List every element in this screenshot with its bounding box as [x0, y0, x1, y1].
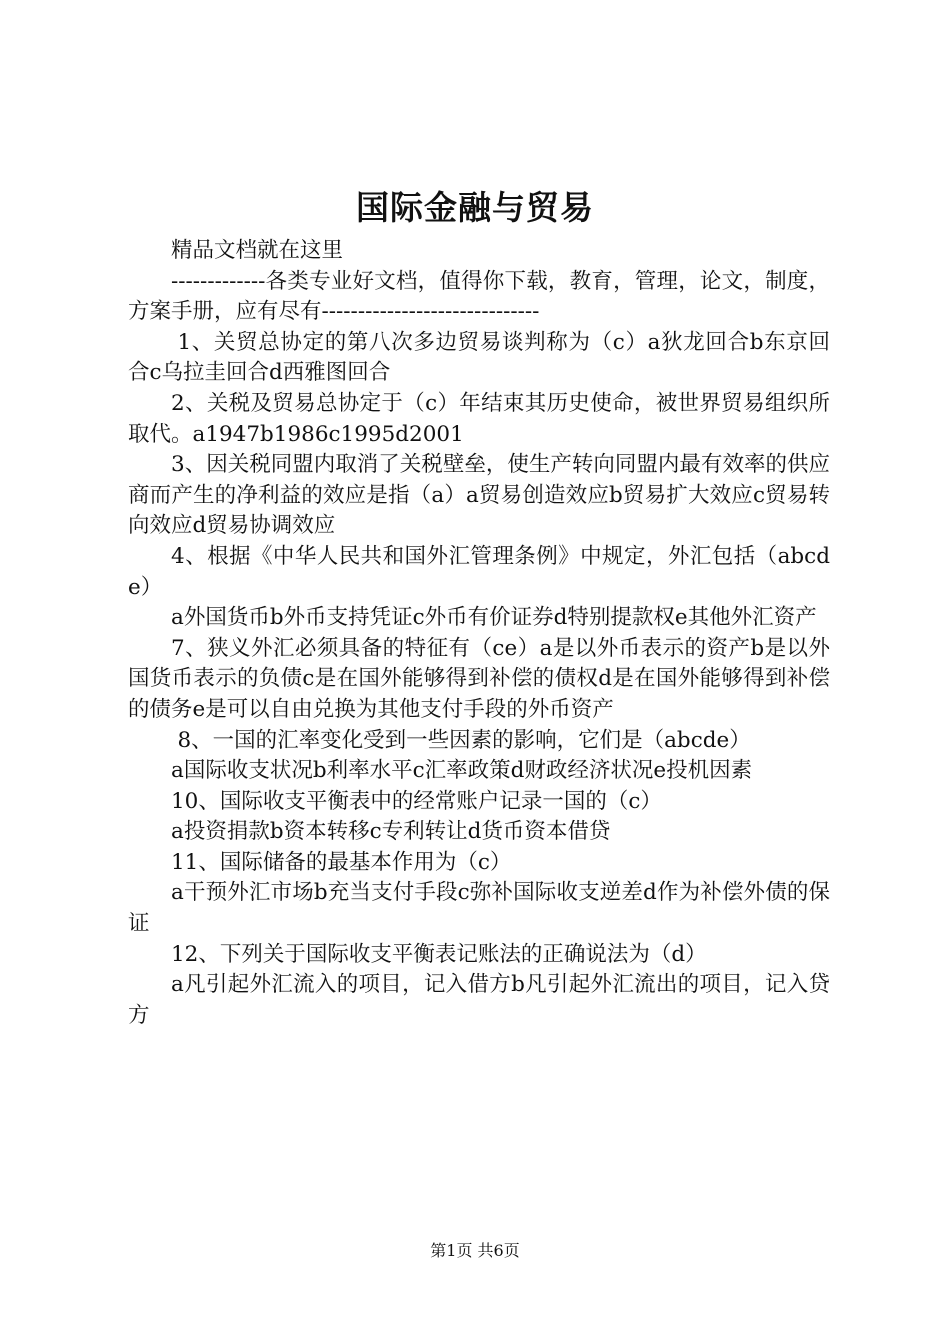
document-body: [128, 236, 830, 1031]
answer-options-paragraph: a国际收支状况b利率水平c汇率政策d财政经济状况e投机因素: [171, 758, 753, 784]
document-title: 国际金融与贸易: [356, 188, 594, 227]
answer-options-paragraph: a投资捐款b资本转移c专利转让d货币资本借贷: [171, 819, 611, 845]
question-paragraph: 3、因关税同盟内取消了关税壁垒，使生产转向同盟内最有效率的供应商而产生的净利益的效应是指（a）a贸易创造效应b贸易扩大效应c贸易转向效应d贸易协调效应: [128, 452, 830, 539]
question-paragraph: 11、国际储备的最基本作用为（c）: [171, 849, 512, 875]
question-paragraph: 4、根据《中华人民共和国外汇管理条例》中规定，外汇包括（abcde）: [128, 543, 830, 600]
question-paragraph: 1、关贸总协定的第八次多边贸易谈判称为（c）a狄龙回合b东京回合c乌拉圭回合d西雅图回合: [128, 329, 830, 386]
question-paragraph: 8、一国的汇率变化受到一些因素的影响，它们是（abcde）: [177, 727, 751, 753]
question-paragraph: 10、国际收支平衡表中的经常账户记录一国的（c）: [171, 788, 662, 814]
intro-line: 精品文档就在这里: [171, 238, 344, 263]
intro-banner: -------------各类专业好文档，值得你下载，教育，管理，论文，制度，方案手册，应有尽有------------------------------: [128, 268, 830, 325]
answer-options-paragraph: a凡引起外汇流入的项目，记入借方b凡引起外汇流出的项目，记入贷方: [128, 972, 830, 1028]
answer-options-paragraph: a干预外汇市场b充当支付手段c弥补国际收支逆差d作为补偿外债的保证: [128, 880, 830, 937]
answer-options-paragraph: a外国货币b外币支持凭证c外币有价证券d特别提款权e其他外汇资产: [171, 605, 817, 631]
page-footer: 第1页 共6页: [430, 1241, 520, 1260]
question-paragraph: 7、狭义外汇必须具备的特征有（ce）a是以外币表示的资产b是以外国货币表示的负债c是在国外能够得到补偿的债权d是在国外能够得到补偿的债务e是可以自由兑换为其他支付手段的外币资产: [128, 635, 830, 722]
question-paragraph: 12、下列关于国际收支平衡表记账法的正确说法为（d）: [171, 941, 707, 967]
question-paragraph: 2、关税及贸易总协定于（c）年结束其历史使命，被世界贸易组织所取代。a1947b1986c1995d2001: [128, 390, 830, 447]
